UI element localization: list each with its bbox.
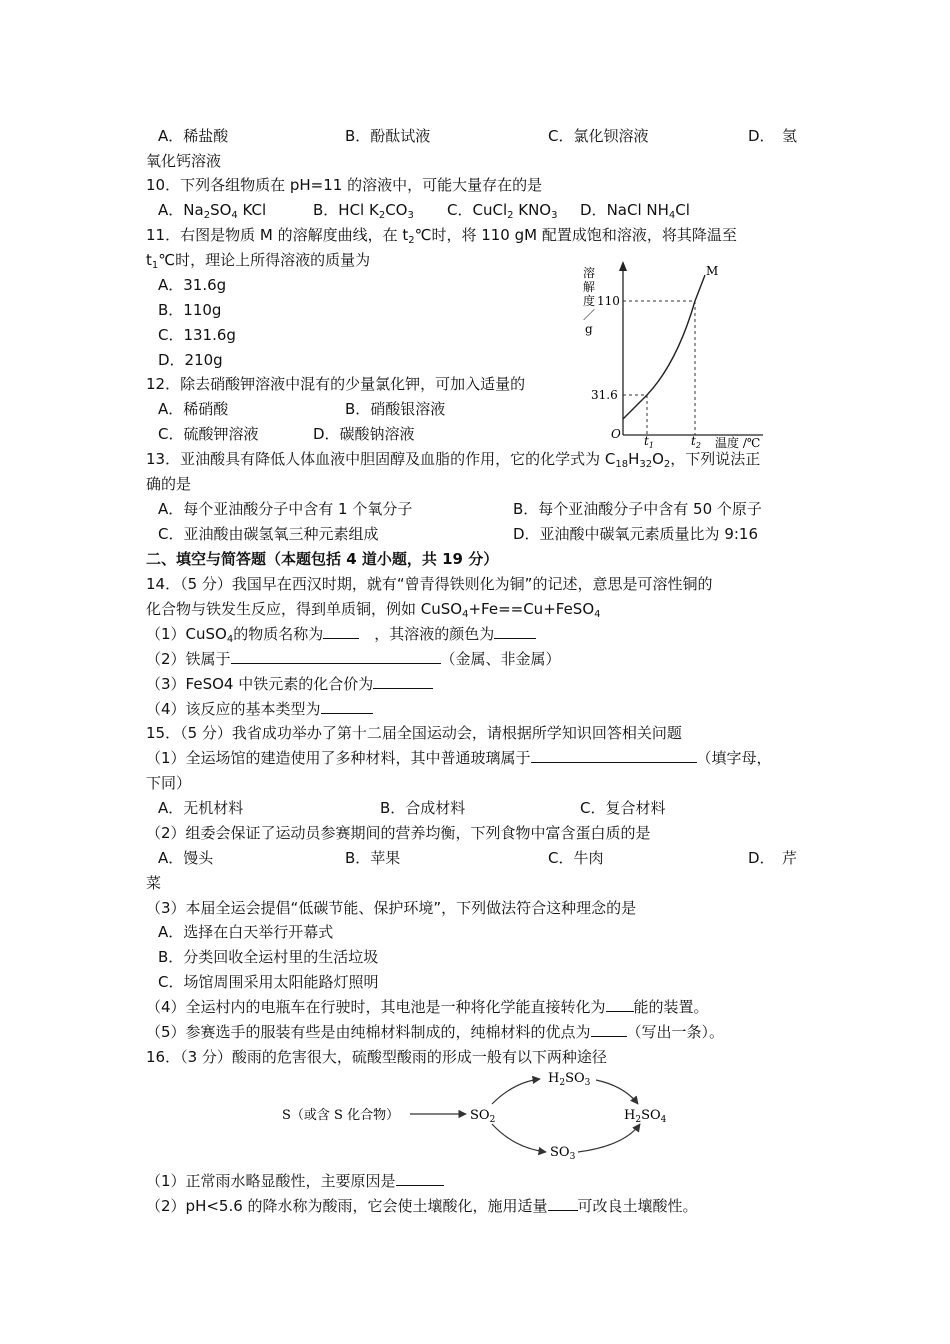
q15-p2-option-a: A．馒头 xyxy=(158,849,214,867)
q12-option-c: C．硫酸钾溶液 xyxy=(158,425,259,443)
solubility-curve-graph xyxy=(575,255,770,450)
q15-part-4: （4）全运村内的电瓶车在行驶时，其电池是一种将化学能直接转化为 能的装置。 xyxy=(146,998,709,1016)
q16-p1-blank[interactable] xyxy=(396,1170,444,1186)
q13-option-b: B．每个亚油酸分子中含有 50 个原子 xyxy=(513,500,762,518)
q13-option-d: D．亚油酸中碳氧元素质量比为 9:16 xyxy=(513,525,759,543)
q9-option-d-continued: 氧化钙溶液 xyxy=(146,152,222,170)
q16-part-1: （1）正常雨水略显酸性，主要原因是 xyxy=(146,1170,444,1192)
q12-option-a: A．稀硝酸 xyxy=(158,400,229,418)
arrow-so3-to-h2so4 xyxy=(578,1124,640,1152)
q11-option-d: D．210g xyxy=(158,351,223,369)
q12-option-d: D．碳酸钠溶液 xyxy=(313,425,415,443)
origin-label: O xyxy=(611,427,621,441)
q15-part-1-continued: 下同） xyxy=(146,774,192,792)
q14-p1-blank-name[interactable] xyxy=(323,623,359,639)
q11-option-c: C．131.6g xyxy=(158,326,236,344)
q14-part-4: （4）该反应的基本类型为 xyxy=(146,698,373,720)
so3-label: $SO_3$ xyxy=(550,1145,576,1160)
q11-stem-line2: $t_1℃$时，理论上所得溶液的质量为 xyxy=(146,251,371,271)
q15-p2-option-d-continued: 菜 xyxy=(146,874,162,892)
q15-p1-blank[interactable] xyxy=(531,747,697,763)
q9-option-d: D． 氢 xyxy=(748,127,798,145)
q16-part-2: （2）pH<5.6 的降水称为酸雨，它会使土壤酸化，施用适量 可改良土壤酸性。 xyxy=(146,1197,698,1215)
q15-part-5: （5）参赛选手的服装有些是由纯棉材料制成的，纯棉材料的优点为 （写出一条）。 xyxy=(146,1023,725,1041)
arrow-so2-to-so3 xyxy=(492,1124,546,1152)
q10-option-d: D．NaCl $NH_4Cl$ xyxy=(580,201,690,221)
ylabel-char-3: 度 xyxy=(583,294,596,308)
q16-p2-blank[interactable] xyxy=(548,1195,578,1211)
q14-stem-line2: 化合物与铁发生反应，得到单质铜，例如 CuSO$_4$+Fe==Cu+FeSO$_4$ xyxy=(146,600,601,620)
q15-p1-option-c: C．复合材料 xyxy=(580,799,666,817)
q15-stem: 15．（5 分）我省成功举办了第十二届全国运动会，请根据所学知识回答相关问题 xyxy=(146,724,682,742)
q12-stem: 12．除去硝酸钾溶液中混有的少量氯化钾，可加入适量的 xyxy=(146,375,526,393)
h2so3-label: $H_2SO_3$ xyxy=(548,1071,591,1088)
ylabel-char-1: 溶 xyxy=(583,266,596,280)
q15-p5-blank[interactable] xyxy=(591,1021,627,1037)
q15-p2-option-b: B．苹果 xyxy=(345,849,401,867)
q15-p1-option-a: A．无机材料 xyxy=(158,799,244,817)
q14-part-3: （3）FeSO4 中铁元素的化合价为 xyxy=(146,673,433,695)
q15-p3-option-a: A．选择在白天举行开幕式 xyxy=(158,923,334,941)
q11-option-b: B．110g xyxy=(158,301,222,319)
q13-option-a: A．每个亚油酸分子中含有 1 个氧分子 xyxy=(158,500,413,518)
acid-rain-diagram xyxy=(278,1068,678,1160)
q14-stem-line1: 14．（5 分）我国早在西汉时期，就有“曾青得铁则化为铜”的记述，意思是可溶性铜的 xyxy=(146,575,713,593)
x-tick-t2: $t_2$ xyxy=(691,434,701,450)
q14-p1-blank-color[interactable] xyxy=(494,623,536,639)
q15-p3-option-c: C．场馆周围采用太阳能路灯照明 xyxy=(158,973,379,991)
q9-option-c: C．氯化钡溶液 xyxy=(548,127,649,145)
q10-option-c: C．CuCl$_2$ $KNO_3$ xyxy=(447,201,558,221)
q13-option-c: C．亚油酸由碳氢氧三种元素组成 xyxy=(158,525,379,543)
h2so4-label: $H_2SO_4$ xyxy=(624,1108,667,1125)
q13-stem-line2: 确的是 xyxy=(146,475,192,493)
ylabel-char-2: 解 xyxy=(583,280,596,294)
curve-m xyxy=(623,275,705,419)
q14-p2-blank[interactable] xyxy=(231,648,441,664)
ylabel-char-5: g xyxy=(585,322,593,336)
y-tick-31.6: 31.6 xyxy=(591,388,618,402)
q9-option-b: B．酚酞试液 xyxy=(345,127,431,145)
y-axis-arrow xyxy=(619,261,627,271)
arrow-so2-to-h2so3 xyxy=(492,1079,540,1104)
y-tick-110: 110 xyxy=(597,294,620,308)
q15-p1-option-b: B．合成材料 xyxy=(380,799,466,817)
section-2-heading: 二、填空与简答题（本题包括 4 道小题，共 19 分） xyxy=(146,550,499,568)
so2-label: $SO_2$ xyxy=(470,1108,496,1125)
q14-part-1: （1）CuSO$_4$的物质名称为 ，其溶液的颜色为 xyxy=(146,623,536,651)
ylabel-char-4: ／ xyxy=(583,308,596,322)
q11-option-a: A．31.6g xyxy=(158,276,227,294)
q15-p3-option-b: B．分类回收全运村里的生活垃圾 xyxy=(158,948,379,966)
q12-option-b: B．硝酸银溶液 xyxy=(345,400,446,418)
x-tick-t1: $t_1$ xyxy=(644,434,654,450)
q14-p4-blank[interactable] xyxy=(321,698,373,714)
q10-option-b: B．HCl $K_2CO_3$ xyxy=(313,201,414,221)
source-label: S（或含 S 化合物） xyxy=(282,1108,400,1123)
q14-p3-blank[interactable] xyxy=(373,673,433,689)
q15-part-3: （3）本届全运会提倡“低碳节能、保护环境”，下列做法符合这种理念的是 xyxy=(146,899,637,917)
q15-p4-blank[interactable] xyxy=(606,996,634,1012)
q10-stem: 10．下列各组物质在 pH=11 的溶液中，可能大量存在的是 xyxy=(146,176,543,194)
arrow-h2so3-to-h2so4 xyxy=(596,1080,638,1104)
q15-part-2: （2）组委会保证了运动员参赛期间的营养均衡，下列食物中富含蛋白质的是 xyxy=(146,824,651,842)
q10-option-a: A．$Na_2SO_4$ KCl xyxy=(158,201,267,221)
curve-label-m: M xyxy=(706,264,719,278)
q14-part-2: （2）铁属于 （金属、非金属） xyxy=(146,650,561,668)
q9-option-a: A．稀盐酸 xyxy=(158,127,229,145)
x-axis-label: 温度 /℃ xyxy=(715,436,761,450)
q15-p2-option-c: C．牛肉 xyxy=(548,849,604,867)
q16-stem: 16．（3 分）酸雨的危害很大，硫酸型酸雨的形成一般有以下两种途径 xyxy=(146,1048,607,1066)
q11-stem-line1: 11．右图是物质 M 的溶解度曲线，在 $t_2℃$时，将 110 gM 配置成饱和溶液，将其降温至 xyxy=(146,226,737,246)
q15-p2-option-d: D． 芹 xyxy=(748,849,798,867)
q15-part-1: （1）全运场馆的建造使用了多种材料，其中普通玻璃属于 （填字母， xyxy=(146,749,772,767)
q13-stem-line1: 13．亚油酸具有降低人体血液中胆固醇及血脂的作用，它的化学式为 $C_{18}H_{32}O_2$，下列说法正 xyxy=(146,450,761,470)
